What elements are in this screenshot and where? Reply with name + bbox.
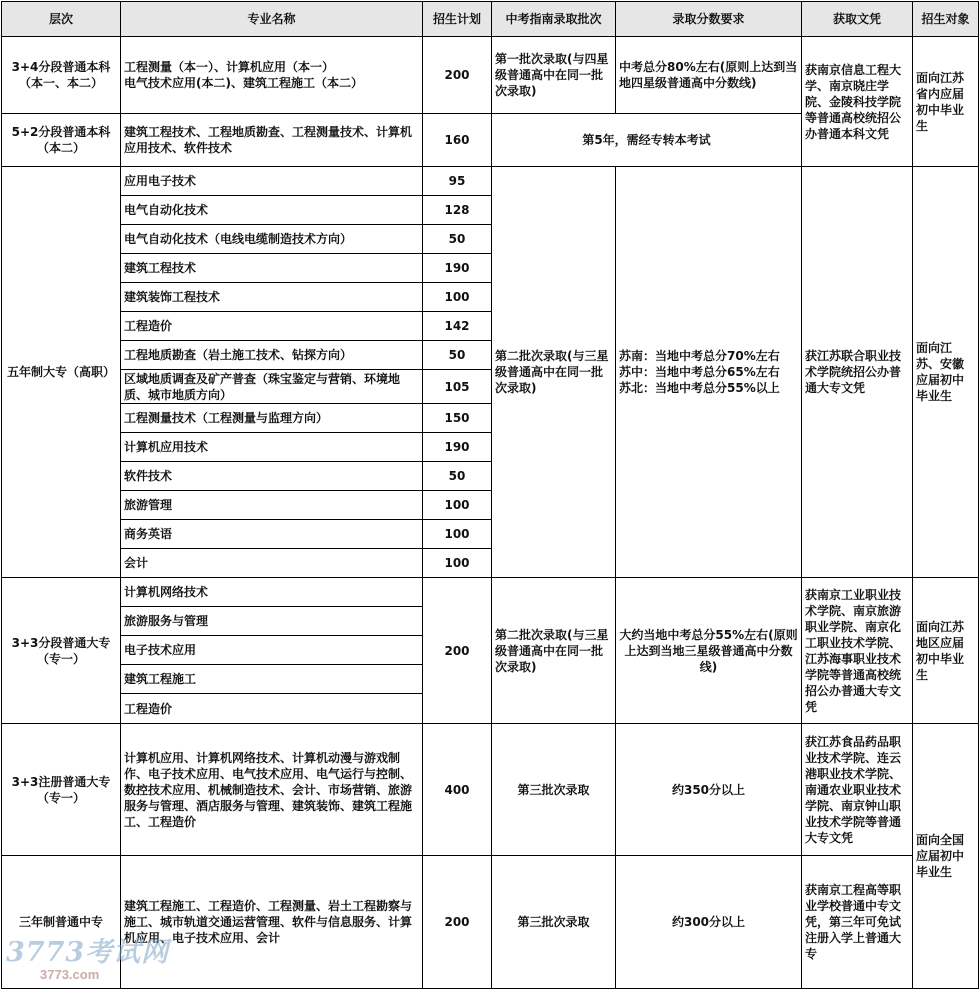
level-cell: 三年制普通中专 [2, 856, 121, 989]
plan-cell: 100 [423, 520, 492, 549]
target-cell: 面向全国应届初中毕业生 [913, 724, 979, 989]
level-cell: 5+2分段普通本科（本二） [2, 114, 121, 167]
plan-cell: 150 [423, 404, 492, 433]
major-cell: 旅游管理 [121, 491, 423, 520]
target-cell: 面向江苏省内应届初中毕业生 [913, 37, 979, 167]
header-major: 专业名称 [121, 2, 423, 37]
diploma-cell: 获江苏联合职业技术学院统招公办普通大专文凭 [802, 167, 913, 578]
major-cell: 计算机网络技术 [121, 578, 423, 607]
major-cell: 电子技术应用 [121, 636, 423, 665]
plan-cell: 160 [423, 114, 492, 167]
major-cell: 建筑装饰工程技术 [121, 283, 423, 312]
batch-cell: 第一批次录取(与四星级普通高中在同一批次录取) [492, 37, 616, 114]
plan-cell: 105 [423, 370, 492, 404]
plan-cell: 100 [423, 283, 492, 312]
major-cell: 建筑工程技术 [121, 254, 423, 283]
major-cell: 工程测量技术（工程测量与监理方向） [121, 404, 423, 433]
plan-cell: 50 [423, 341, 492, 370]
score-cell: 苏南：当地中考总分70%左右 苏中：当地中考总分65%左右 苏北：当地中考总分55%以上 [616, 167, 802, 578]
batch-cell: 第二批次录取(与三星级普通高中在同一批次录取) [492, 578, 616, 724]
header-batch: 中考指南录取批次 [492, 2, 616, 37]
watermark-url: 3773.com [40, 967, 100, 982]
major-cell: 旅游服务与管理 [121, 607, 423, 636]
plan-cell: 95 [423, 167, 492, 196]
plan-cell: 200 [423, 578, 492, 724]
table-row [2, 724, 979, 856]
major-cell: 建筑工程施工、工程造价、工程测量、岩土工程勘察与施工、城市轨道交通运营管理、软件与信息服务、计算机应用、电子技术应用、会计 [121, 856, 423, 989]
score-cell: 约350分以上 [616, 724, 802, 856]
table-row [2, 578, 979, 607]
major-cell: 工程造价 [121, 694, 423, 724]
plan-cell: 142 [423, 312, 492, 341]
major-cell: 计算机应用、计算机网络技术、计算机动漫与游戏制作、电子技术应用、电气技术应用、电气运行与控制、数控技术应用、机械制造技术、会计、市场营销、旅游服务与管理、酒店服务与管理、建筑装饰、建筑工程施工、工程造价 [121, 724, 423, 856]
score-cell: 中考总分80%左右(原则上达到当地四星级普通高中分数线) [616, 37, 802, 114]
target-cell: 面向江苏地区应届初中毕业生 [913, 578, 979, 724]
major-cell: 工程地质勘查（岩土施工技术、钻探方向） [121, 341, 423, 370]
level-cell: 五年制大专（高职） [2, 167, 121, 578]
major-cell: 建筑工程施工 [121, 665, 423, 694]
major-cell: 会计 [121, 549, 423, 578]
major-cell: 商务英语 [121, 520, 423, 549]
batch-cell: 第三批次录取 [492, 856, 616, 989]
diploma-cell: 获南京工程高等职业学校普通中专文凭，第三年可免试注册入学上普通大专 [802, 856, 913, 989]
score-cell: 大约当地中考总分55%左右(原则上达到当地三星级普通高中分数线) [616, 578, 802, 724]
major-cell: 软件技术 [121, 462, 423, 491]
plan-cell: 100 [423, 491, 492, 520]
diploma-cell: 获南京工业职业技术学院、南京旅游职业学院、南京化工职业技术学院、江苏海事职业技术学院等普通高校统招公办普通大专文凭 [802, 578, 913, 724]
table-row [2, 37, 979, 114]
level-cell: 3+3分段普通大专（专一） [2, 578, 121, 724]
major-cell: 建筑工程技术、工程地质勘查、工程测量技术、计算机应用技术、软件技术 [121, 114, 423, 167]
header-diploma: 获取文凭 [802, 2, 913, 37]
plan-cell: 400 [423, 724, 492, 856]
header-level: 层次 [2, 2, 121, 37]
plan-cell: 50 [423, 462, 492, 491]
watermark-logo: 3773考试网 [6, 937, 170, 968]
diploma-cell: 获南京信息工程大学、南京晓庄学院、金陵科技学院等普通高校统招公办普通本科文凭 [802, 37, 913, 167]
header-score: 录取分数要求 [616, 2, 802, 37]
plan-cell: 128 [423, 196, 492, 225]
plan-cell: 200 [423, 37, 492, 114]
batch-cell: 第三批次录取 [492, 724, 616, 856]
diploma-cell: 获江苏食品药品职业技术学院、连云港职业技术学院、南通农业职业技术学院、南京钟山职业技术学院等普通大专文凭 [802, 724, 913, 856]
major-cell: 计算机应用技术 [121, 433, 423, 462]
major-cell: 区域地质调查及矿产普查（珠宝鉴定与营销、环境地质、城市地质方向） [121, 370, 423, 404]
major-cell: 电气自动化技术 [121, 196, 423, 225]
header-target: 招生对象 [913, 2, 979, 37]
admissions-table [1, 1, 979, 989]
plan-cell: 200 [423, 856, 492, 989]
major-cell: 应用电子技术 [121, 167, 423, 196]
table-row [2, 856, 979, 989]
note-cell: 第5年，需经专转本考试 [492, 114, 802, 167]
header-row [2, 2, 979, 37]
level-cell: 3+3注册普通大专（专一） [2, 724, 121, 856]
major-cell: 工程测量（本一）、计算机应用（本一） 电气技术应用(本二)、建筑工程施工（本二） [121, 37, 423, 114]
header-plan: 招生计划 [423, 2, 492, 37]
plan-cell: 50 [423, 225, 492, 254]
level-cell: 3+4分段普通本科（本一、本二） [2, 37, 121, 114]
plan-cell: 190 [423, 254, 492, 283]
table-row [2, 167, 979, 196]
plan-cell: 190 [423, 433, 492, 462]
target-cell: 面向江苏、安徽应届初中毕业生 [913, 167, 979, 578]
plan-cell: 100 [423, 549, 492, 578]
major-cell: 电气自动化技术（电线电缆制造技术方向） [121, 225, 423, 254]
major-cell: 工程造价 [121, 312, 423, 341]
score-cell: 约300分以上 [616, 856, 802, 989]
batch-cell: 第二批次录取(与三星级普通高中在同一批次录取) [492, 167, 616, 578]
